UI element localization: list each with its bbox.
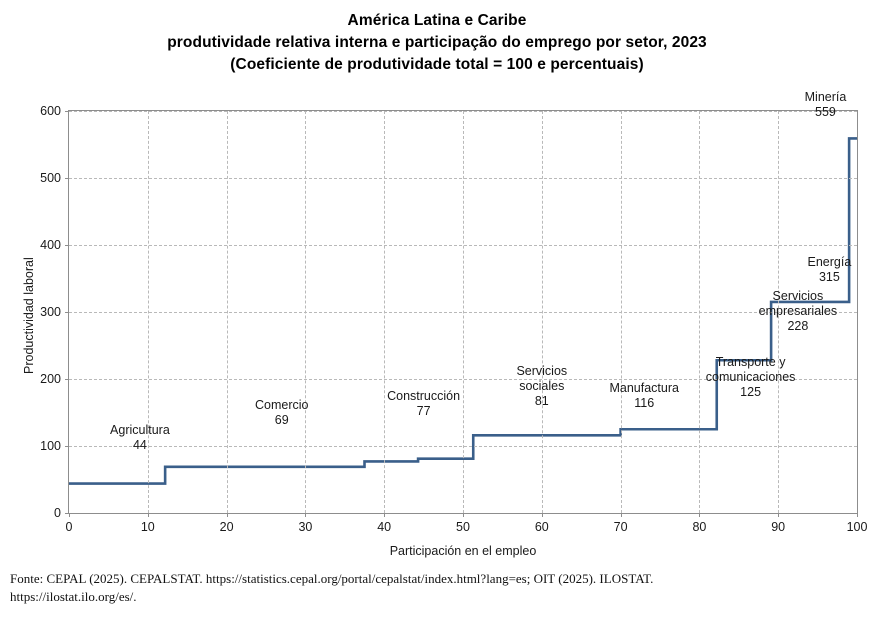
x-tickmark: [542, 513, 543, 517]
gridline-vertical: [305, 111, 306, 513]
data-label-name: Agricultura: [110, 422, 170, 437]
gridline-vertical: [699, 111, 700, 513]
source-footer: [10, 570, 860, 606]
data-label-name: Construcción: [387, 388, 461, 403]
data-label-name: comunicaciones: [705, 369, 796, 384]
x-tickmark: [384, 513, 385, 517]
data-label-value: 44: [132, 437, 147, 452]
data-label-name: Transporte y: [715, 354, 786, 369]
x-tick-label: 30: [298, 520, 313, 534]
data-label-value: 81: [534, 394, 549, 409]
data-label-value: 228: [787, 319, 809, 334]
x-tick-label: 0: [65, 520, 73, 534]
y-axis-title: Productividad laboral: [22, 257, 36, 374]
x-tickmark: [463, 513, 464, 517]
data-label-2: [387, 389, 460, 419]
x-tickmark: [699, 513, 700, 517]
x-tickmark: [857, 513, 858, 517]
x-tick-label: 80: [692, 520, 707, 534]
y-tick-label: 500: [40, 171, 61, 185]
data-label-4: [609, 381, 678, 411]
x-tickmark: [148, 513, 149, 517]
y-tick-label: 400: [40, 238, 61, 252]
data-label-name: Manufactura: [609, 381, 679, 396]
data-label-7: [808, 255, 852, 285]
title-line-2: produtividade relativa interna e participação do emprego por setor, 2023: [167, 34, 707, 51]
data-label-value: 116: [634, 396, 655, 411]
gridline-vertical: [463, 111, 464, 513]
data-label-name: Servicios: [516, 364, 568, 379]
chart-title: [0, 10, 874, 76]
x-tick-label: 100: [846, 520, 868, 534]
title-line-3: (Coeficiente de produtividade total = 100 e percentuais): [230, 56, 644, 73]
x-tickmark: [69, 513, 70, 517]
data-label-0: [110, 423, 170, 453]
data-label-value: 77: [416, 403, 431, 418]
footer-line-2: https://ilostat.ilo.org/es/.: [10, 589, 137, 604]
y-tickmark: [65, 379, 69, 380]
x-tick-label: 50: [456, 520, 470, 534]
y-tickmark: [65, 111, 69, 112]
plot-area: [68, 110, 858, 514]
y-tick-label: 300: [40, 305, 61, 319]
x-tick-label: 10: [140, 520, 155, 534]
title-line-1: América Latina e Caribe: [347, 12, 527, 29]
y-tickmark: [65, 446, 69, 447]
gridline-vertical: [227, 111, 228, 513]
data-label-name: Servicios: [772, 289, 824, 304]
data-label-name: empresariales: [758, 304, 838, 319]
data-label-name: sociales: [519, 379, 565, 394]
gridline-vertical: [384, 111, 385, 513]
data-label-5: [706, 355, 796, 400]
gridline-vertical: [621, 111, 622, 513]
x-tick-label: 60: [534, 520, 549, 534]
x-tick-label: 40: [377, 520, 392, 534]
y-tick-label: 600: [40, 104, 61, 118]
data-label-8: [805, 90, 847, 120]
data-label-value: 69: [274, 412, 289, 427]
data-label-name: Energía: [807, 255, 852, 270]
y-tickmark: [65, 245, 69, 246]
gridline-vertical: [542, 111, 543, 513]
data-label-value: 315: [818, 270, 840, 285]
data-label-name: Comercio: [255, 397, 309, 412]
data-label-value: 125: [740, 384, 762, 399]
x-tickmark: [305, 513, 306, 517]
y-tickmark: [65, 312, 69, 313]
x-tick-label: 90: [771, 520, 786, 534]
y-tickmark: [65, 178, 69, 179]
y-tick-label: 200: [40, 372, 61, 386]
x-axis-title: Participación en el empleo: [389, 544, 537, 558]
data-label-name: Minería: [804, 89, 847, 104]
data-label-value: 559: [815, 104, 836, 119]
data-label-6: [759, 289, 838, 334]
x-tickmark: [778, 513, 779, 517]
x-tickmark: [621, 513, 622, 517]
x-tickmark: [227, 513, 228, 517]
data-label-3: [516, 364, 567, 409]
y-tick-label: 0: [54, 506, 61, 520]
y-tick-label: 100: [40, 439, 61, 453]
gridline-vertical: [148, 111, 149, 513]
data-label-1: [255, 398, 309, 428]
x-tick-label: 70: [613, 520, 628, 534]
x-tick-label: 20: [219, 520, 234, 534]
footer-line-1: Fonte: CEPAL (2025). CEPALSTAT. https://statistics.cepal.org/portal/cepalstat/index.html?lang=es; OIT (2025). ILOSTAT.: [10, 571, 654, 586]
